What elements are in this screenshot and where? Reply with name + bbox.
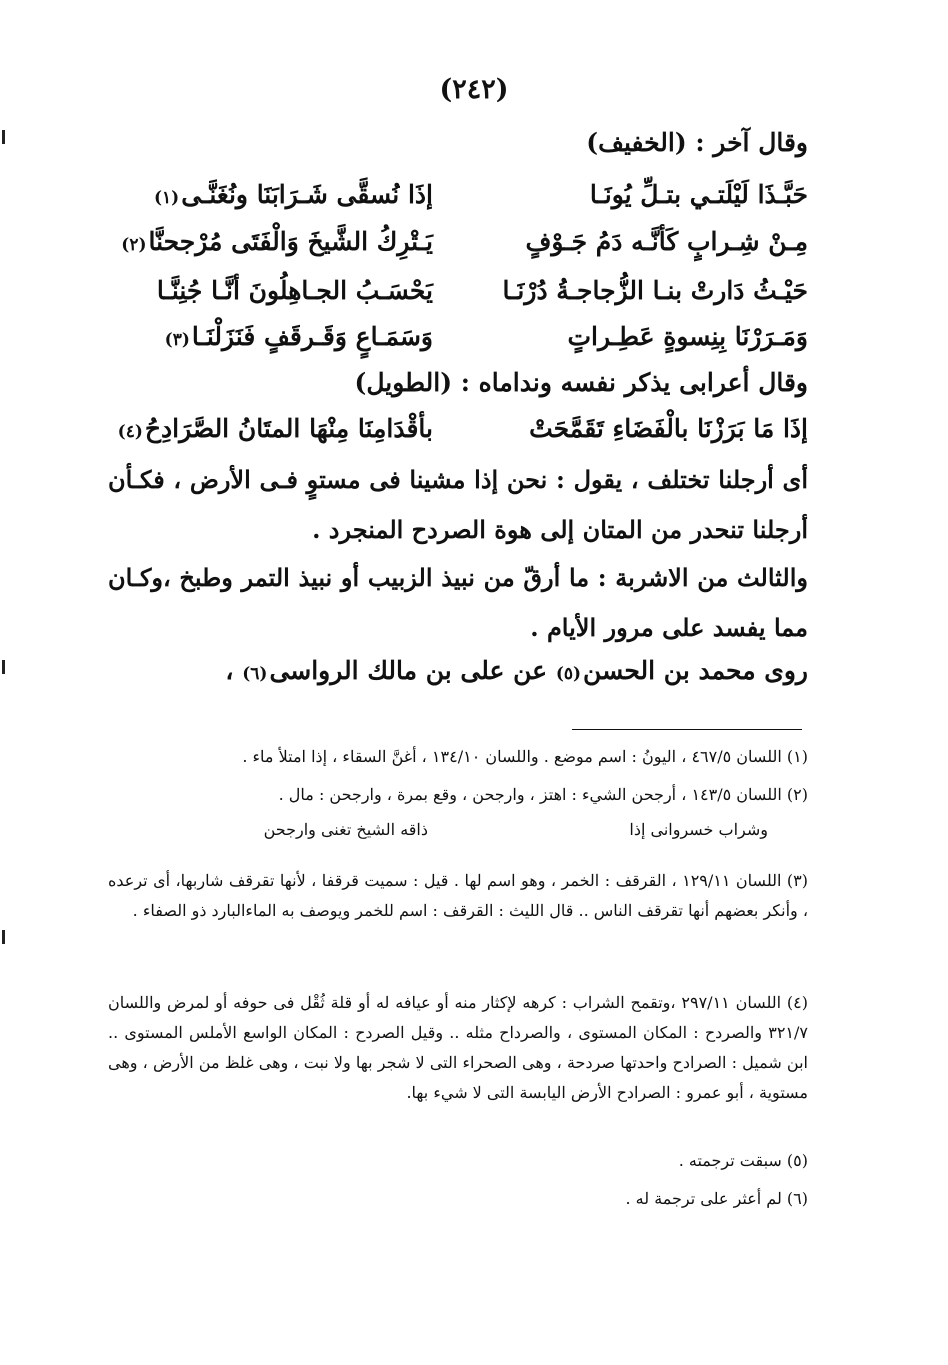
hemistich-text: بأقْدَامِنَا مِنْهَا المتَانُ الصَّرَادِحُ: [144, 414, 433, 443]
footnote: (٤) اللسان ٢٩٧/١١ ،وتقمح الشراب : كرهه لإكثار منه أو عيافه له أو قلة ثُقْل فى حوفه أو لمرض واللسان ٣٢١/٧ والصردح : المكان المستوى ، والصرداح مثله .. وقيل الصردح : المكان الواسع الأملس المستوى .. ابن شميل : الصرادح واحدتها صردحة ، وهى الصحراء التى لا شجر بها ولا نبت ، وهى غلظ من الأرض ، وهى مستوية ، أبو عمرو : الصرادح الأرض اليابسة التى لا شيء بها.: [108, 993, 808, 1102]
paragraph-last-line: [225, 656, 808, 685]
verse-second-hemistich: [121, 227, 433, 256]
verse-first-hemistich: وَمَـرَرْنَا بِنِسوةٍ عَطِـراتٍ: [567, 322, 808, 351]
scan-margin-mark: [2, 930, 5, 944]
verse-first-hemistich: حَيْـثُ دَارتْ بنـا الزُّجاجـةُ دُرْنَـا: [502, 276, 808, 305]
verse-first-hemistich: حَبَّـذَا لَيْلَتـي بتـلِّ يُونَـا: [589, 180, 808, 209]
verse-second-hemistich: [165, 322, 433, 351]
verse-line: [108, 414, 808, 454]
verse-line: [108, 180, 808, 220]
verse-line: [108, 276, 808, 316]
hemistich-text: وَسَمَـاعٍ وَقَـرقَفٍ فَنَزَلْنَـا: [191, 322, 433, 351]
footnote-ref: (٦): [242, 664, 268, 684]
footnote: (٥) سبقت ترجمته .: [678, 1151, 808, 1170]
footnote: (٢) اللسان ١٤٣/٥ ، أرجحن الشيء : اهتز ، وارجحن ، وقع بمرة ، وارجحن : مال .: [278, 785, 808, 804]
trailing-comma: ،: [225, 656, 234, 685]
footnote-ref: (٤): [117, 422, 143, 442]
hemistich-text: يَـتْرِكُ الشَّيخَ وَالْفَتَى مُرْجحنَّا: [148, 227, 433, 256]
footnote-ref: (٣): [164, 330, 190, 350]
footnote-verse-quote: [208, 820, 768, 850]
paragraph: أى أرجلنا تختلف ، يقول : نحن إذا مشينا فى مستوٍ فـى الأرض ، فكـأن أرجلنا تنحدر من المتان إلى هوة الصردح المنجرد .: [108, 465, 808, 544]
footnote-ref: (٥): [555, 664, 582, 684]
quote-first-hemistich: وشراب خسروانى إذا: [629, 820, 768, 839]
footnote-ref: (٢): [121, 235, 147, 255]
verse-second-hemistich: [118, 414, 433, 443]
poem-intro: وقال آخر : (الخفيف): [586, 128, 808, 157]
footnote-ref: (١): [153, 188, 180, 208]
hemistich-text: يَحْسَـبُ الجـاهِلُونَ أنَّـا جُنِنَّـا: [156, 276, 433, 305]
scan-margin-mark: [2, 130, 5, 144]
verse-line: [108, 322, 808, 362]
footnote: (١) اللسان ٤٦٧/٥ ، اليونُ : اسم موضع . واللسان ١٣٤/١٠ ، أغنَّ السقاء ، إذا امتلأ ماء .: [242, 747, 808, 766]
verse-second-hemistich: [155, 276, 433, 305]
poem-intro: وقال أعرابى يذكر نفسه ونداماه : (الطويل): [354, 368, 808, 397]
page-number: (٢٤٢): [439, 74, 509, 105]
paragraph: والثالث من الاشربة : ما أرقّ من نبيذ الزبيب أو نبيذ التمر وطبخ ،وكـان مما يفسد على مرور الأيام .: [108, 563, 808, 642]
verse-first-hemistich: مِـنْ شِـرابٍ كَأنَّـه دَمُ جَـوْفٍ: [525, 227, 808, 256]
verse-second-hemistich: [154, 180, 433, 209]
footnote-separator: [572, 729, 802, 730]
narrator-text: عن على بن مالك الرواسى: [269, 656, 548, 685]
scan-margin-mark: [2, 660, 5, 674]
hemistich-text: إذَا نُسقَّى شَـرَابَنَا ونُغَنَّـى: [181, 180, 433, 209]
footnote: (٣) اللسان ١٢٩/١١ ، القرقف : الخمر ، وهو اسم لها . قيل : سميت قرقفا ، لأنها تقرقف شاربها، أى ترعده ، وأنكر بعضهم أنها تقرقف الناس .. قال الليث : القرقف : اسم للخمر ويوصف به الماءالبارد ذو الصفاء .: [108, 871, 808, 920]
verse-line: [108, 227, 808, 267]
verse-first-hemistich: إذَا مَا بَرَزْنَا بالْفَضَاءِ تَقَمَّحَتْ: [529, 414, 808, 443]
narrator-text: روى محمد بن الحسن: [583, 656, 808, 685]
footnote: (٦) لم أعثر على ترجمة له .: [625, 1189, 808, 1208]
quote-second-hemistich: ذاقه الشيخ تغنى وارجحن: [263, 820, 428, 839]
